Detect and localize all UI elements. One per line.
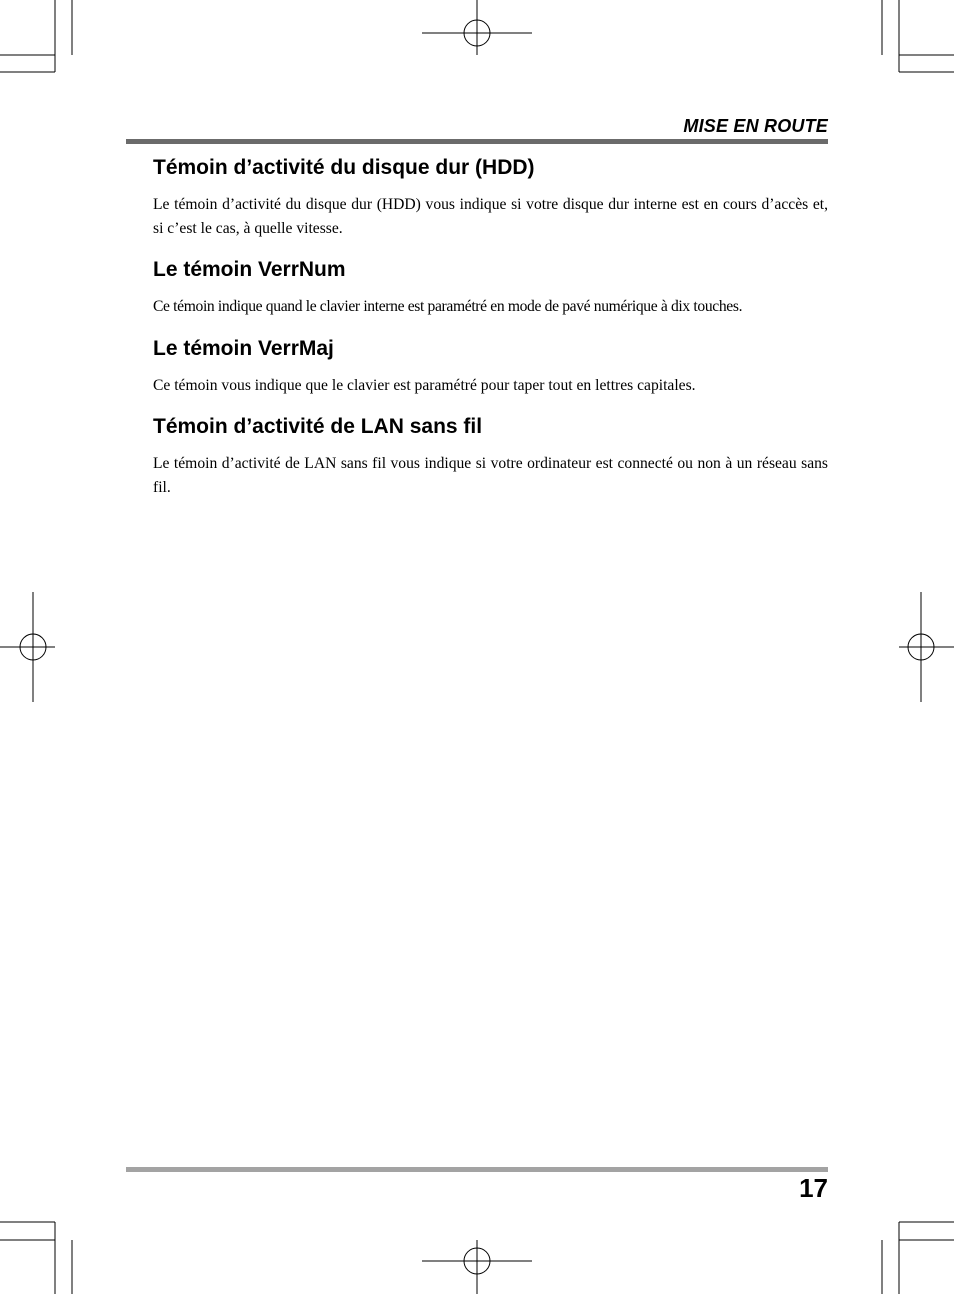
header-rule [126,139,828,144]
section-heading: Témoin d’activité du disque dur (HDD) [153,156,535,179]
section-body: Ce témoin vous indique que le clavier est paramétré pour taper tout en lettres capitales. [153,376,696,394]
page-number: 17 [799,1173,828,1203]
section-heading: Le témoin VerrMaj [153,336,334,360]
page-content [153,152,828,513]
section-body: Ce témoin indique quand le clavier interne est paramétré en mode de pavé numérique à dix touches. [153,298,743,315]
section-numlock-indicator [153,254,828,319]
section-body: Le témoin d’activité du disque dur (HDD) vous indique si votre disque dur interne est en cours d’accès et, si c’est le cas, à quelle vitesse. [153,196,828,237]
section-wireless-lan-indicator [153,411,828,499]
section-capslock-indicator [153,333,828,398]
footer-rule [126,1167,828,1172]
section-hdd-indicator [153,152,828,240]
section-heading: Le témoin VerrNum [153,258,346,281]
section-body: Le témoin d’activité de LAN sans fil vous indique si votre ordinateur est connecté ou non à un réseau sans fil. [153,455,828,496]
section-heading: Témoin d’activité de LAN sans fil [153,415,483,438]
running-head: MISE EN ROUTE [683,116,828,136]
